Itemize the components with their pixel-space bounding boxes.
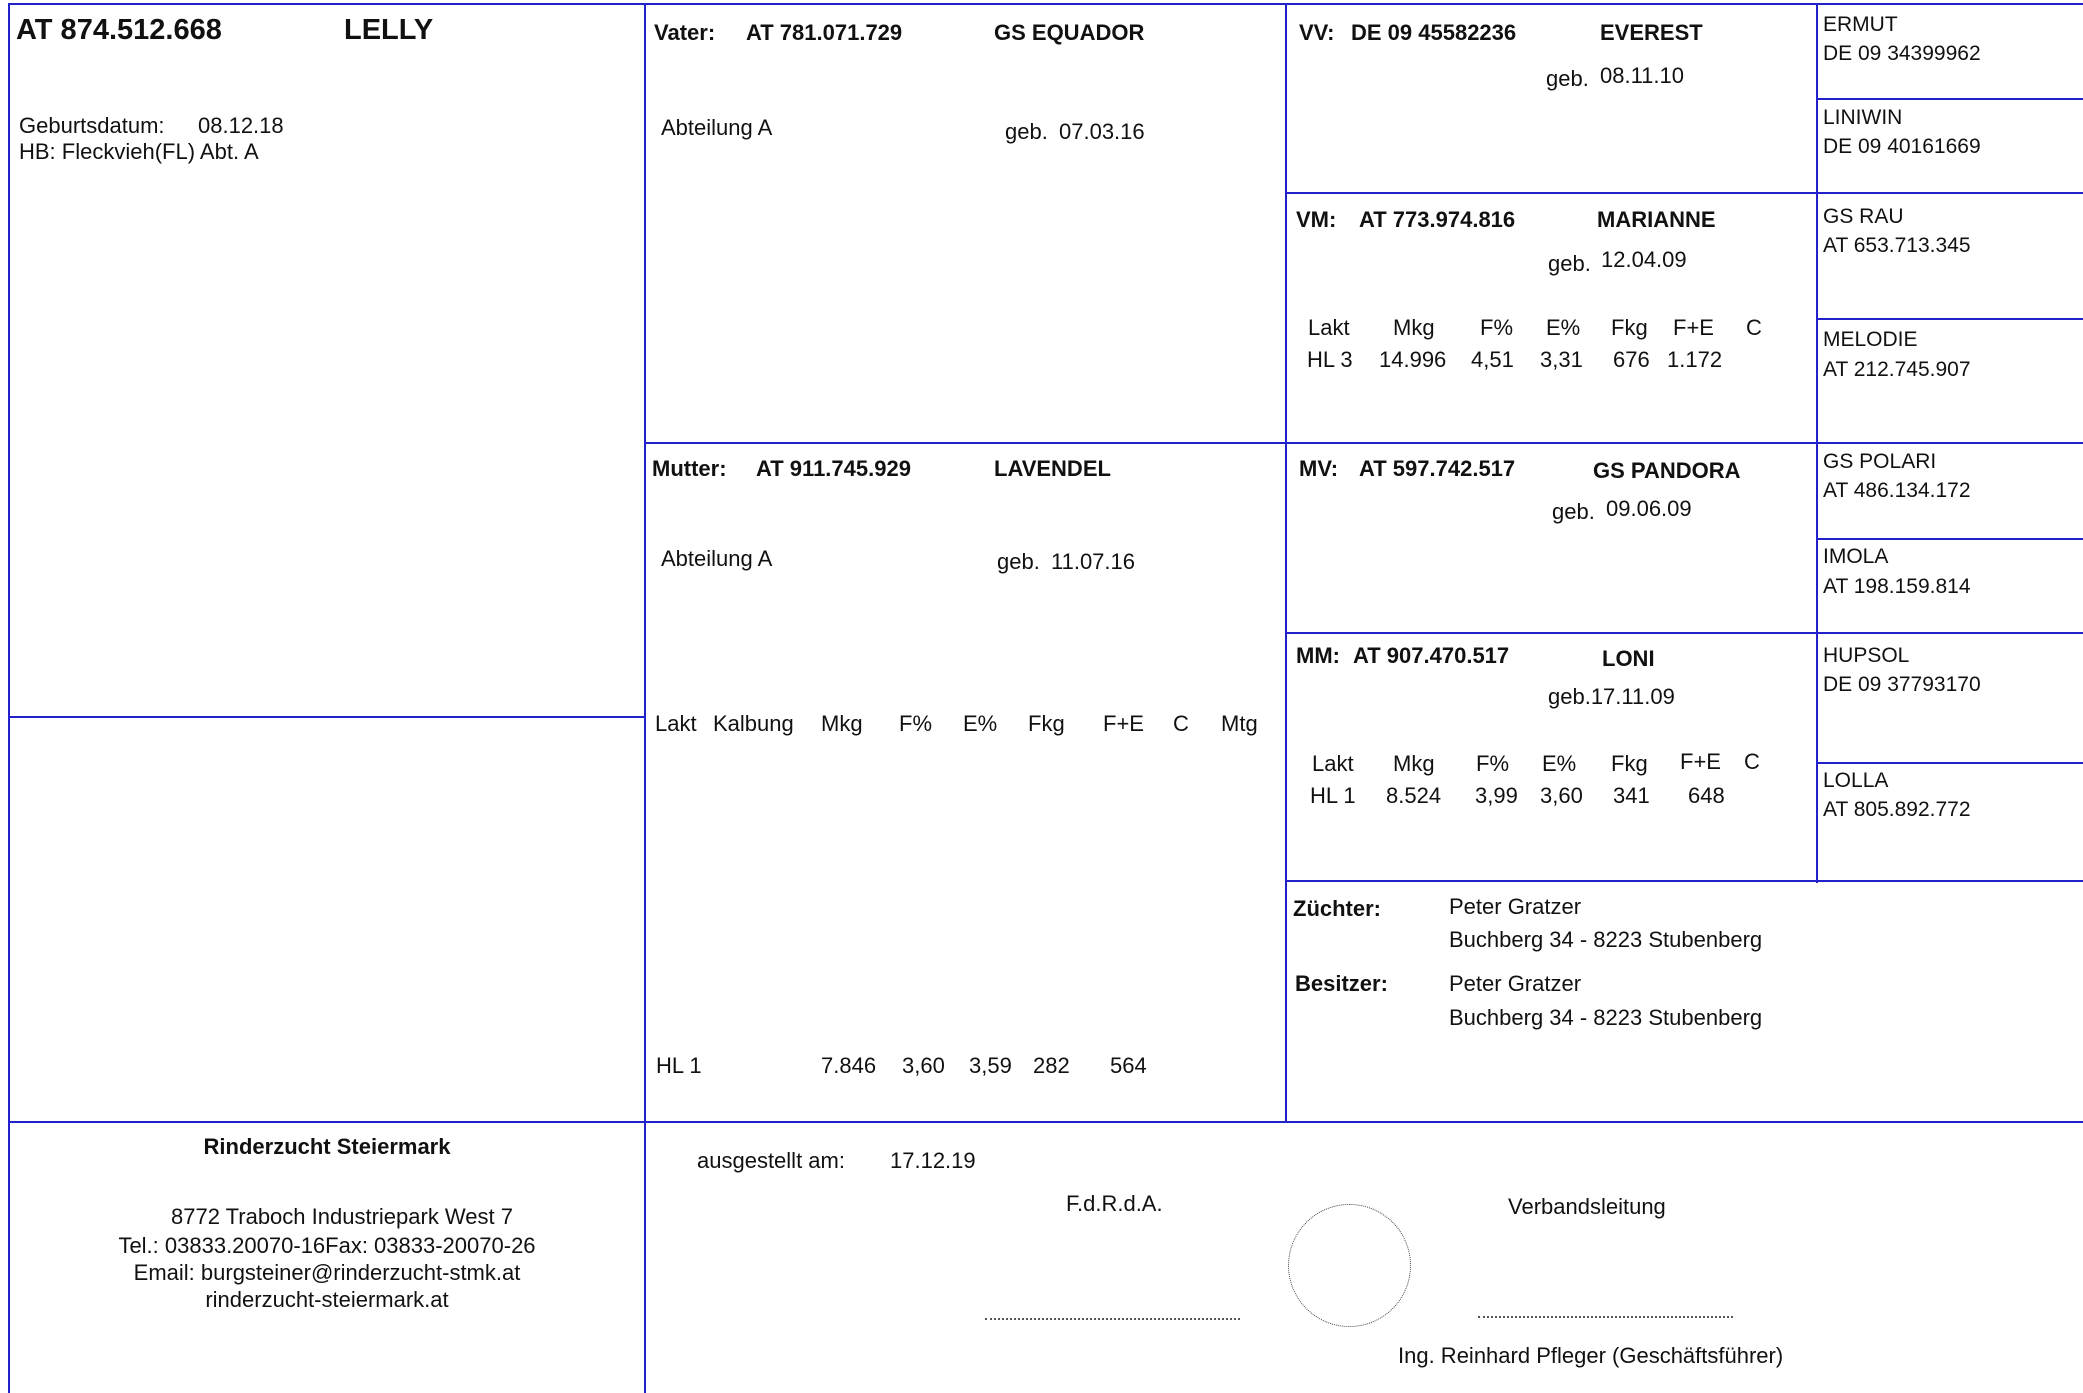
- ancestor-name: ERMUT: [1823, 13, 1898, 36]
- zuechter-label: Züchter:: [1293, 896, 1381, 921]
- perf-col-c: C: [1173, 711, 1189, 736]
- perf-mkg: 7.846: [821, 1053, 877, 1078]
- ancestor-name: GS RAU: [1823, 205, 1904, 228]
- herdbook-info: HB: Fleckvieh(FL) Abt. A: [19, 139, 259, 164]
- perf-fkg: 282: [1033, 1053, 1070, 1078]
- mm-col-fe: F+E: [1680, 749, 1721, 774]
- vv-id: DE 09 45582236: [1351, 20, 1517, 45]
- ancestor-id: DE 09 37793170: [1823, 673, 1981, 696]
- divider-footer: [8, 1121, 2083, 1123]
- vm-epct: 3,31: [1540, 347, 1583, 372]
- seal-placeholder: [1288, 1204, 1411, 1327]
- vm-col-mkg: Mkg: [1393, 315, 1435, 340]
- birth-date: 08.12.18: [198, 113, 284, 138]
- ancestor-id: AT 486.134.172: [1823, 479, 1971, 502]
- vm-geb: 12.04.09: [1601, 247, 1687, 272]
- perf-fpct: 3,60: [902, 1053, 945, 1078]
- issued-date: 17.12.19: [890, 1148, 976, 1173]
- perf-col-lakt: Lakt: [655, 711, 697, 736]
- perf-col-mkg: Mkg: [821, 711, 863, 736]
- divider-left-mid: [8, 716, 645, 718]
- mm-col-epct: E%: [1542, 751, 1577, 776]
- mutter-geb: 11.07.16: [1051, 549, 1136, 574]
- col-divider-1: [644, 3, 646, 1393]
- vm-col-epct: E%: [1546, 315, 1581, 340]
- mm-col-lakt: Lakt: [1312, 751, 1354, 776]
- vater-geb-label: geb.: [1005, 119, 1048, 144]
- birth-label: Geburtsdatum:: [19, 113, 165, 138]
- perf-col-mtg: Mtg: [1221, 711, 1258, 736]
- vm-col-lakt: Lakt: [1308, 315, 1350, 340]
- mv-geb: 09.06.09: [1606, 496, 1692, 521]
- perf-col-fe: F+E: [1103, 711, 1144, 736]
- ancestor-name: IMOLA: [1823, 545, 1889, 568]
- perf-epct: 3,59: [969, 1053, 1012, 1078]
- besitzer-name: Peter Gratzer: [1449, 971, 1582, 996]
- vm-col-c: C: [1746, 315, 1762, 340]
- divider-anc-3: [1816, 538, 2083, 540]
- verband-label: Verbandsleitung: [1508, 1194, 1666, 1219]
- perf-col-epct: E%: [963, 711, 998, 736]
- besitzer-label: Besitzer:: [1295, 971, 1388, 996]
- vv-geb: 08.11.10: [1600, 63, 1685, 88]
- mm-col-c: C: [1744, 749, 1760, 774]
- vv-name: EVEREST: [1600, 20, 1703, 45]
- ancestor-name: GS POLARI: [1823, 450, 1937, 473]
- col-divider-2: [1285, 3, 1287, 1121]
- mm-fkg: 341: [1613, 783, 1650, 808]
- mv-id: AT 597.742.517: [1359, 456, 1516, 481]
- mutter-geb-label: geb.: [997, 549, 1040, 574]
- perf-col-fkg: Fkg: [1028, 711, 1065, 736]
- org-web: rinderzucht-steiermark.at: [205, 1287, 449, 1312]
- vm-id: AT 773.974.816: [1359, 207, 1516, 232]
- mm-mkg: 8.524: [1386, 783, 1442, 808]
- mutter-section: Abteilung A: [661, 546, 773, 571]
- animal-name: LELLY: [344, 14, 434, 46]
- mm-col-fpct: F%: [1476, 751, 1509, 776]
- mm-col-mkg: Mkg: [1393, 751, 1435, 776]
- vm-geb-label: geb.: [1548, 251, 1591, 276]
- mv-label: MV:: [1299, 456, 1339, 481]
- org-name: Rinderzucht Steiermark: [203, 1134, 451, 1159]
- mm-geb: geb.17.11.09: [1548, 684, 1675, 709]
- ancestor-name: HUPSOL: [1823, 644, 1910, 667]
- signatory-name: Ing. Reinhard Pfleger (Geschäftsführer): [1398, 1343, 1784, 1368]
- outer-top-border: [8, 3, 2083, 5]
- ancestor-id: AT 212.745.907: [1823, 358, 1971, 381]
- vm-name: MARIANNE: [1597, 207, 1716, 232]
- mutter-label: Mutter:: [652, 456, 727, 481]
- mutter-name: LAVENDEL: [994, 456, 1111, 481]
- vm-fe: 1.172: [1667, 347, 1723, 372]
- vater-name: GS EQUADOR: [994, 20, 1145, 45]
- vm-mkg: 14.996: [1379, 347, 1447, 372]
- divider-vater-mutter: [644, 442, 2083, 444]
- ancestor-id: AT 653.713.345: [1823, 234, 1971, 257]
- ancestor-id: AT 198.159.814: [1823, 575, 1971, 598]
- ancestor-id: DE 09 40161669: [1823, 135, 1981, 158]
- mm-name: LONI: [1602, 646, 1655, 671]
- signature-line-left: [985, 1318, 1240, 1320]
- divider-anc-1: [1816, 98, 2083, 100]
- mm-fpct: 3,99: [1475, 783, 1518, 808]
- vm-fpct: 4,51: [1471, 347, 1514, 372]
- perf-lakt: HL 1: [656, 1053, 702, 1078]
- mv-geb-label: geb.: [1552, 499, 1595, 524]
- divider-pedigree-breeder: [1285, 880, 2083, 882]
- vater-section: Abteilung A: [661, 115, 773, 140]
- mutter-id: AT 911.745.929: [756, 456, 911, 481]
- vv-geb-label: geb.: [1546, 66, 1589, 91]
- divider-anc-4: [1816, 762, 2083, 764]
- perf-col-kalbung: Kalbung: [713, 711, 794, 736]
- besitzer-address: Buchberg 34 - 8223 Stubenberg: [1449, 1005, 1763, 1030]
- signature-line-right: [1478, 1316, 1733, 1318]
- ancestor-name: MELODIE: [1823, 328, 1918, 351]
- vm-col-fe: F+E: [1673, 315, 1714, 340]
- mm-label: MM:: [1296, 643, 1340, 668]
- ancestor-id: AT 805.892.772: [1823, 798, 1971, 821]
- org-tel: Tel.: 03833.20070-16Fax: 03833-20070-26: [118, 1233, 536, 1258]
- ancestor-name: LINIWIN: [1823, 106, 1903, 129]
- divider-mv-mm: [1285, 632, 2083, 634]
- ancestor-name: LOLLA: [1823, 769, 1889, 792]
- vm-col-fpct: F%: [1480, 315, 1513, 340]
- vater-geb: 07.03.16: [1059, 119, 1145, 144]
- animal-id: AT 874.512.668: [16, 14, 222, 46]
- vm-fkg: 676: [1613, 347, 1650, 372]
- mv-name: GS PANDORA: [1593, 458, 1741, 483]
- mm-col-fkg: Fkg: [1611, 751, 1648, 776]
- vv-label: VV:: [1299, 20, 1335, 45]
- vm-label: VM:: [1296, 207, 1337, 232]
- org-email: Email: burgsteiner@rinderzucht-stmk.at: [133, 1260, 521, 1285]
- mm-fe: 648: [1688, 783, 1725, 808]
- vater-label: Vater:: [654, 20, 716, 45]
- vater-id: AT 781.071.729: [746, 20, 903, 45]
- perf-col-fpct: F%: [899, 711, 932, 736]
- zuechter-address: Buchberg 34 - 8223 Stubenberg: [1449, 927, 1763, 952]
- fdrda-label: F.d.R.d.A.: [1066, 1191, 1163, 1216]
- mm-id: AT 907.470.517: [1353, 643, 1510, 668]
- perf-fe: 564: [1110, 1053, 1147, 1078]
- mm-epct: 3,60: [1540, 783, 1583, 808]
- divider-anc-2: [1816, 318, 2083, 320]
- vm-col-fkg: Fkg: [1611, 315, 1648, 340]
- vm-lakt: HL 3: [1307, 347, 1353, 372]
- ancestor-id: DE 09 34399962: [1823, 42, 1981, 65]
- mm-lakt: HL 1: [1310, 783, 1356, 808]
- issued-label: ausgestellt am:: [697, 1148, 845, 1173]
- zuechter-name: Peter Gratzer: [1449, 894, 1582, 919]
- divider-vv-vm: [1285, 192, 2083, 194]
- outer-left-border: [8, 3, 10, 1393]
- org-address: 8772 Traboch Industriepark West 7: [170, 1204, 513, 1229]
